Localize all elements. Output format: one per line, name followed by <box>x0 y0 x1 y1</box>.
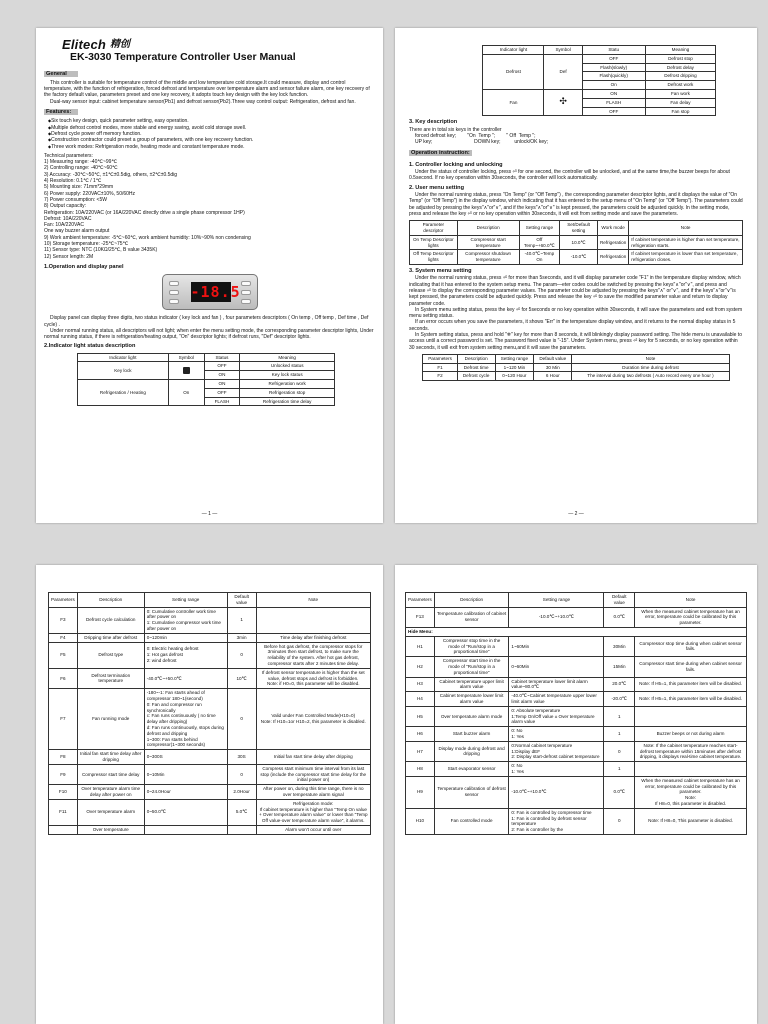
table-header: Description <box>457 221 519 236</box>
table-header: Setting range <box>519 221 560 236</box>
table-cell: 0~120min <box>144 633 227 642</box>
table-row <box>406 636 747 656</box>
table-cell: 20.0℃ <box>604 677 635 692</box>
table-cell: 0~120 Hour <box>495 372 534 381</box>
table-header: Note <box>629 221 743 236</box>
table-cell: ON <box>204 371 239 380</box>
general-heading: General <box>44 71 78 77</box>
table-cell: Initial fan start time delay after dripping <box>77 750 144 765</box>
table-cell: F3 <box>49 607 78 633</box>
table-cell: F5 <box>49 642 78 668</box>
tech-item: Defrost: 10A/220VAC <box>44 215 92 222</box>
table-cell: F11 <box>49 799 78 825</box>
table-cell: Defrost work <box>645 81 716 90</box>
table-header: Symbol <box>168 353 204 362</box>
table-cell: Note: If H5=1, this parameter item will be disabled. <box>635 692 747 707</box>
tech-item: 9) Work ambient temperature: -5℃~60℃, work ambient humidity: 10%~90% non condensing <box>44 234 251 241</box>
table-header: Parameters <box>423 354 457 363</box>
table-cell: 15Min <box>604 657 635 677</box>
table-cell: 30Min <box>604 636 635 656</box>
table-cell: Defrost termination temperature <box>77 668 144 688</box>
table-cell: Refrigeration stop <box>240 388 335 397</box>
table-cell: 1~120 Min <box>495 363 534 372</box>
table-row <box>406 607 747 627</box>
system-menu-text: Under the normal running status, press ⏎ for more than 5seconds, and it will display parameter code "F1" in the temperature display window, which indicating that it has entered to the system setup menu. The param—eter codes could be switched by pressing the keys"∧"or"∨", and press and release ⏎ to display the corresponding parameter values. The parameter could be adjusted by pressing the keys"∧" or"∨", and if the keys"∧"or"∨"is kept pressed, the parameters could be adjusted quickly. Press and release the key ⏎ to save the modified parameter value and return to display parameter code. <box>409 275 741 307</box>
table-header: Parameter descriptor <box>410 221 458 236</box>
table-header: Default value <box>227 593 256 608</box>
table-header: Note <box>256 593 370 608</box>
fan-icon: ✣ <box>544 89 582 115</box>
panel-button <box>169 299 179 304</box>
table-cell: 0~24.0Hour <box>144 785 227 800</box>
table-cell: H4 <box>406 692 435 707</box>
table-cell: F2 <box>423 372 457 381</box>
table-cell <box>256 607 370 633</box>
key-list-line-1: forced defrost key; "On Temp "; " Off Temp "; <box>415 132 536 139</box>
led-display: -18.5 <box>190 283 241 302</box>
key-list-line-2: UP key; DOWN key; unlock/OK key; <box>415 139 548 146</box>
key-description-text: There are in total six keys in the controller <box>409 126 502 133</box>
table-row <box>406 677 747 692</box>
table-cell: Valid under Fan Controlled Mode(H10=0) Note: If H10=1or H10=2, this parameter is disabled. <box>256 689 370 750</box>
table-cell: Over temperature alarm time delay after power on <box>77 785 144 800</box>
table-cell: OFF <box>204 362 239 371</box>
table-cell: Dripping time after defrost <box>77 633 144 642</box>
table-cell: Over temperature alarm mode <box>434 706 509 726</box>
table-cell: If defrost sensor temperature is higher than the set value, defrost stops and defrost is forbidden. Note: if H0=0, this parameter will be disabled. <box>256 668 370 688</box>
table-cell: Temperature calibration of defrost sensor <box>434 776 509 808</box>
table-cell: 1 <box>604 762 635 777</box>
table-cell: Note: If the cabinet temperature reaches start-defrost temperature within 15minutes after defrost dripping, it displays real-time cabinet temperature. <box>635 741 747 761</box>
table-cell: 5.0℃ <box>227 799 256 825</box>
table-header: Symbol <box>544 46 582 55</box>
table-header: Indicator light <box>483 46 544 55</box>
table-cell: Fan <box>483 89 544 115</box>
table-cell: Fan work <box>645 89 716 98</box>
table-row <box>49 750 371 765</box>
brand-chinese-name: 精创 <box>110 39 131 50</box>
defrost-fan-indicator-table <box>482 45 716 116</box>
table-cell: Compressor start temperature <box>457 235 519 250</box>
feature-item: ◆ Construction contractor could preset a group of parameters, with one key recovery function. <box>48 137 375 143</box>
table-cell: Over temperature alarm <box>77 799 144 825</box>
table-cell: 1 <box>227 607 256 633</box>
table-cell: -180~-1: Fan starts ahead of compressor 180~1(second) 0: Fan and compressor run synchronically c: Fan runs continuously ( no time delay after dripping) d: Fan runs continuously, stops during defrost and dripping 1~300: Fan starts behind compressor(1~300 seconds) <box>144 689 227 750</box>
table-cell: 0: Fan is controlled by compressor time 1: Fan is controlled by defrost sensor temperature 2: Fan is controller by the <box>509 808 604 834</box>
table-cell: Off Temp Descriptor lights <box>410 250 458 265</box>
table-cell: H7 <box>406 741 435 761</box>
table-cell: Initial fan start time delay after dripping <box>256 750 370 765</box>
table-cell: Before hot gas defrost, the compressor stops for 3minutes then start defrost, to make sure the reliability of the system. After hot gas defrost, compressor starts after 2 minutes time delay. <box>256 642 370 668</box>
tech-item: 4) Resolution: 0.1℃ / 1℃ <box>44 178 102 185</box>
table-cell: Duration time during defrost <box>572 363 729 372</box>
table-cell: F7 <box>49 689 78 750</box>
tech-item: 3) Accuracy: -30℃~50℃, ±1℃±0.5dig, others, ±2℃±0.5dig <box>44 171 178 178</box>
table-cell: Defrost cycle <box>457 372 495 381</box>
table-cell: 0 <box>604 741 635 761</box>
table-cell: ON <box>204 380 239 389</box>
table-cell: 0: Absolute temperature 1:Temp On/Off value ± Over temperature alarm value <box>509 706 604 726</box>
table-cell: Compressor stop time during when cabinet sensor fails. <box>635 636 747 656</box>
page-number: — 1 — <box>201 510 218 517</box>
table-header: Meaning <box>645 46 716 55</box>
table-row <box>406 692 747 707</box>
table-cell: 0 <box>604 808 635 834</box>
table-cell: When the measured cabinet temperature has an error, temperature could be calibrated by this parameter. <box>635 607 747 627</box>
system-menu-table <box>422 354 729 381</box>
table-row <box>49 785 371 800</box>
tech-item: 7) Power consumption: <5W <box>44 196 107 203</box>
table-cell: F10 <box>49 785 78 800</box>
table-cell: Refrigeration work <box>240 380 335 389</box>
table-row <box>406 706 747 726</box>
table-cell: Fan running mode <box>77 689 144 750</box>
general-text-2: Dual-way sensor input: cabinet temperature sensor(Pb1) and defrost sensor(Pb2).Three way control output: Refrigeration, defrost and fan. <box>50 98 356 105</box>
table-row <box>406 762 747 777</box>
table-cell: Compressor shutdown temperature <box>457 250 519 265</box>
table-cell: Refrigeration <box>597 250 628 265</box>
table-header: Parameters <box>49 593 78 608</box>
table-cell: OFF <box>582 54 645 63</box>
table-cell: Alarm won't occur until over <box>256 825 370 834</box>
manual-page-2 <box>395 28 757 523</box>
manual-page-1 <box>36 28 383 523</box>
table-cell: Compressor stop time in the mode of "Run/stop in a proportional time" <box>434 636 509 656</box>
table-cell: F13 <box>406 607 435 627</box>
table-cell: 10.0℃ <box>560 235 598 250</box>
table-cell: FLASH <box>582 98 645 107</box>
table-cell: -40.0℃~Temp On <box>519 250 560 265</box>
table-row <box>406 808 747 834</box>
table-row <box>410 235 743 250</box>
table-header: Default value <box>534 354 572 363</box>
table-cell: Off Temp~+60.0℃ <box>519 235 560 250</box>
table-cell: 0: No 1: Yes <box>509 762 604 777</box>
tech-item: Refrigeration: 10A/220VAC (or 16A/220VAC directly drive a single phase compressor 1HP) <box>44 209 245 216</box>
system-menu-heading: 3. System menu setting <box>409 268 472 275</box>
tech-item: 6) Power supply: 220VAC±10%, 50/60Hz <box>44 190 136 197</box>
table-cell: -40.0℃~Cabinet temperature upper lower limit alarm value <box>509 692 604 707</box>
table-cell: Compressor start time in the mode of "Run/stop in a proportional time" <box>434 657 509 677</box>
user-menu-table <box>409 220 743 265</box>
table-header: Work mode <box>597 221 628 236</box>
brand-header <box>62 37 375 52</box>
table-header: Default value <box>604 593 635 608</box>
table-cell: 1~60Min <box>509 636 604 656</box>
table-header: Description <box>457 354 495 363</box>
table-row <box>406 741 747 761</box>
table-cell: H6 <box>406 727 435 742</box>
table-cell: H2 <box>406 657 435 677</box>
table-cell: 0.0℃ <box>604 776 635 808</box>
panel-button <box>169 281 179 286</box>
table-header: Set/Default setting <box>560 221 598 236</box>
table-cell: Fan stop <box>645 107 716 116</box>
table-cell: F8 <box>49 750 78 765</box>
locking-heading: 1. Controller locking and unlocking <box>409 161 503 168</box>
table-row <box>49 825 371 834</box>
table-cell: H3 <box>406 677 435 692</box>
indicator-table <box>77 353 335 407</box>
feature-item: ◆ Defrost cycle power off memory function. <box>48 131 375 137</box>
indicator-heading: 2.Indicator light status description <box>44 343 136 350</box>
table-cell: FLASH <box>204 397 239 406</box>
table-cell: H10 <box>406 808 435 834</box>
table-row <box>423 363 729 372</box>
table-cell: 0~60Min <box>509 657 604 677</box>
tech-item: 1) Measuring range: -40℃~99℃ <box>44 159 118 166</box>
table-cell: OFF <box>204 388 239 397</box>
table-cell: On <box>168 380 204 406</box>
system-menu-text-2: In System menu setting status, press the key ⏎ for 5seconds or no key operation within 30seconds, it will save the parameters and exit from system menu setting status. <box>409 306 743 320</box>
table-cell: 0.0℃ <box>604 607 635 627</box>
table-header: Meaning <box>240 353 335 362</box>
table-cell: Temperature calibration of cabinet sensor <box>434 607 509 627</box>
table-cell: F1 <box>423 363 457 372</box>
table-cell: If cabinet temperature is lower than set temperature, refrigeration closes. <box>629 250 743 265</box>
table-cell: 30 Min <box>534 363 572 372</box>
operation-panel-heading: 1.Operation and display panel <box>44 263 124 270</box>
table-cell: On Temp Descriptor lights <box>410 235 458 250</box>
table-cell: -10.0℃~+10.0℃ <box>509 607 604 627</box>
table-cell: Key lock status <box>240 371 335 380</box>
lock-icon <box>168 362 204 380</box>
table-cell: Fan delay <box>645 98 716 107</box>
system-menu-text-3: If an error occurs when you save the parameters, it shows "Err" in the temperature display window, and it returns to the normal display status in 5 seconds. <box>409 319 736 332</box>
panel-button <box>241 281 251 286</box>
table-cell: Key lock <box>78 362 169 380</box>
table-cell: F4 <box>49 633 78 642</box>
operation-heading: Operation instruction: <box>411 149 470 156</box>
table-cell: 0~10Min <box>144 764 227 784</box>
table-cell <box>635 762 747 777</box>
table-cell: Defrost delay <box>645 63 716 72</box>
table-cell: F9 <box>49 764 78 784</box>
table-row <box>49 607 371 633</box>
table-cell: -10.0℃~+10.0℃ <box>509 776 604 808</box>
table-cell: Compressor start time during when cabinet sensor fails. <box>635 657 747 677</box>
table-cell: After power on, during this time range, there is no over temperature alarm signal <box>256 785 370 800</box>
table-header: Description <box>434 593 509 608</box>
table-cell: Note: If H8=0, This parameter is disabled. <box>635 808 747 834</box>
table-header: Status <box>204 353 239 362</box>
table-cell: -40.0℃~+50.0℃ <box>144 668 227 688</box>
table-row <box>49 689 371 750</box>
table-row <box>406 776 747 808</box>
table-cell: Fan controlled mode <box>434 808 509 834</box>
table-cell <box>144 825 227 834</box>
table-cell: -10.0℃ <box>560 250 598 265</box>
table-cell: If cabinet temperature is higher than set temperature, refrigeration starts. <box>629 235 743 250</box>
table-row <box>49 799 371 825</box>
table-cell: -20.0℃ <box>604 692 635 707</box>
table-cell: 2.0Hour <box>227 785 256 800</box>
table-row <box>406 657 747 677</box>
manual-page-4 <box>395 565 757 1024</box>
tech-item: One way buzzer alarm output <box>44 228 110 235</box>
table-row <box>49 633 371 642</box>
table-cell: Defrost cycle calculation <box>77 607 144 633</box>
table-cell: Start buzzer alarm <box>434 727 509 742</box>
table-cell: 0~50.0℃ <box>144 799 227 825</box>
table-cell: 0:Normal cabinet temperature 1:Display dEF 2: Display start-defrost cabinet temperature <box>509 741 604 761</box>
locking-text: Under the status of controller locking, press ⏎ for one second, the controller will be unlocked, and at the same time,the buzzer beeps for about 0.5second. If no key operation within 30seconds, the controller will lock automatically. <box>409 169 730 182</box>
general-text: This controller is suitable for temperature control of the middle and low temperature cold storage.It could measure, display and control temperature, with the function of refrigeration, forced defrost and temperature over temperature alarm and sensor failure alarm, one key recovery of the factory default value, parameters preset and one key recovery, it adopts touch key design with the key lock function. <box>44 79 370 99</box>
table-cell: 6 Hour <box>534 372 572 381</box>
table-cell: 0: Cumulative controller work time after power on 1: Cumulative compressor work time after power on <box>144 607 227 633</box>
table-row <box>49 642 371 668</box>
feature-item: ◆ Six touch key design, quick parameter setting, easy operation. <box>48 118 375 124</box>
table-header: Description <box>77 593 144 608</box>
tech-item: 5) Mounting size: 71mm*29mm <box>44 184 114 191</box>
table-cell: 1 <box>604 706 635 726</box>
table-cell: 0 <box>227 764 256 784</box>
table-cell: Flash(slowly) <box>582 63 645 72</box>
parameter-table-f13-h10 <box>405 592 747 835</box>
table-cell: Display mode during defrost and dripping <box>434 741 509 761</box>
table-cell: Flash(quickly) <box>582 72 645 81</box>
table-cell: Compress start minimum time interval from its last stop (include the compressor start time delay for the initial power on) <box>256 764 370 784</box>
tech-item: Fan: 10A/220VAC <box>44 222 84 229</box>
feature-item: ◆ Multiple defrost control modes, more stable and energy saving, avoid cold storage swell. <box>48 125 375 131</box>
table-cell: Cabinet temperature lower limit alarm value <box>434 692 509 707</box>
table-cell <box>635 706 747 726</box>
panel-button <box>169 290 179 295</box>
table-cell: Refrigeration <box>597 235 628 250</box>
table-cell: Unlocked status <box>240 362 335 371</box>
user-menu-heading: 2. User menu setting <box>409 184 465 191</box>
table-cell: 0: No 1: Yes <box>509 727 604 742</box>
tech-list <box>44 159 375 260</box>
table-cell: 1 <box>604 727 635 742</box>
tech-item: 2) Controlling range: -40℃~60℃ <box>44 165 118 172</box>
table-row <box>49 668 371 688</box>
table-cell: H1 <box>406 636 435 656</box>
table-cell: Defrost dripping <box>645 72 716 81</box>
features-heading: Features: <box>44 109 78 115</box>
table-cell: Defrost time <box>457 363 495 372</box>
table-cell: 30S <box>227 750 256 765</box>
user-menu-text: Under the normal running status, press "On Temp" (or "Off Temp") , the corresponding parameter descriptor lights, and it displays the value of "On Temp" (or "Off Temp") in the display window, which indicating that it has entered to the setup menu of "On Temp" (or "Off Temp"). The parameters could be adjusted by pressing the keys"∧"or"∨", and if the keys"∧"or"∨" is kept pressed, the parameters could be adjusted quickly. In the setting mode, press and release the key ⏎ or no key operation within 30seconds, it will exit from setting mode and save the parameters. <box>409 192 743 217</box>
table-cell: H9 <box>406 776 435 808</box>
table-cell <box>227 825 256 834</box>
table-cell: Start evaporator sensor <box>434 762 509 777</box>
table-header: Note <box>635 593 747 608</box>
table-cell: 3min <box>227 633 256 642</box>
table-cell: 0: Electric heating defrost 1: Hot gas defrost 2: wind defrost <box>144 642 227 668</box>
feature-item: ◆ Three work modes: Refrigeration mode, heating mode and constant temperature mode. <box>48 144 375 150</box>
table-row <box>406 727 747 742</box>
table-cell: When the measured cabinet temperature has an error, temperature could be calibrated by this parameter. Note: If H8=0, this parameter is disabled. <box>635 776 747 808</box>
table-cell: Cabinet temperature upper limit alarm value <box>434 677 509 692</box>
table-cell: Refrigeration time delay <box>240 397 335 406</box>
table-cell: Defrost stop <box>645 54 716 63</box>
table-row <box>49 764 371 784</box>
table-header: Note <box>572 354 729 363</box>
panel-button <box>241 299 251 304</box>
table-cell: Over temperature <box>77 825 144 834</box>
table-row <box>406 627 747 636</box>
manual-page-3 <box>36 565 383 1024</box>
table-cell: The interval during two defrosts ( Auto record every one hour ) <box>572 372 729 381</box>
table-cell: Buzzer beeps or not during alarm <box>635 727 747 742</box>
table-cell: F6 <box>49 668 78 688</box>
panel-text-2: Under normal running status, all descriptors will not light; when enter the menu setting mode, the corresponding parameter descriptor lights, Under normal running status, if there is refrigeration/heating output, "On" descriptor lights; if defrost runs, "Def" descriptor lights. <box>44 327 374 341</box>
table-row <box>423 372 729 381</box>
tech-heading: Technical parameters: <box>44 152 93 159</box>
table-cell: Defrost type <box>77 642 144 668</box>
table-cell: Refrigeration / Heating <box>78 380 169 406</box>
table-row <box>410 250 743 265</box>
table-cell: 0 <box>227 689 256 750</box>
table-cell: On <box>582 81 645 90</box>
table-cell: 0~300S <box>144 750 227 765</box>
table-cell: Refrigeration mode: If cabinet temperature is higher than "Temp On value + Over temperature alarm value" or lower than "Temp Off value-over temperature alarm value", it alarms. <box>256 799 370 825</box>
key-description-heading: 3. Key description <box>409 119 458 126</box>
table-cell: Time delay after finishing defrost <box>256 633 370 642</box>
tech-item: 11) Sensor type: NTC (10KΩ/25℃, B value 3435K) <box>44 247 158 254</box>
tech-item: 12) Sensor length: 2M <box>44 253 94 260</box>
table-cell: ON <box>582 89 645 98</box>
table-header: Indicator light <box>78 353 169 362</box>
system-menu-text-4: In System setting status, press and hold "❄" key for more than 8 seconds, it will blinkingly display password setting. The hide menu is unavailable to access until a correct password is set. The password fixed value is "-15". Under System menu, press ⏎ key for 5 seconds, or no key operation within 30 seconds, it will exit from system setting menu,and it will save the parameters. <box>409 331 742 351</box>
tech-item: 10) Storage temperature: -25℃~75℃ <box>44 241 129 248</box>
table-cell: OFF <box>582 107 645 116</box>
table-header: Setting range <box>495 354 534 363</box>
table-header: Statu <box>582 46 645 55</box>
table-cell: Note: If H5=1, this parameter item will be disabled. <box>635 677 747 692</box>
table-cell: H8 <box>406 762 435 777</box>
table-cell: Cabinet temperature lower limit alarm value~80.0℃ <box>509 677 604 692</box>
table-cell: 10℃ <box>227 668 256 688</box>
table-cell <box>49 825 78 834</box>
table-cell: Compressor start time delay <box>77 764 144 784</box>
page-number: — 2 — <box>568 510 584 517</box>
table-header: Parameters <box>406 593 435 608</box>
manual-title: EK-3030 Temperature Controller User Manual <box>70 51 296 64</box>
table-header: Setting range <box>509 593 604 608</box>
table-cell: Def <box>544 54 582 89</box>
table-cell: H5 <box>406 706 435 726</box>
table-cell: Defrost <box>483 54 544 89</box>
parameter-table-f3-f11 <box>48 592 371 835</box>
panel-button <box>241 290 251 295</box>
table-header: Setting range <box>144 593 227 608</box>
features-list <box>44 118 375 149</box>
table-cell: 0 <box>227 642 256 668</box>
panel-text: Display panel can display three digits, two status indicator ( key lock and fan ) , four parameters descriptors ( On temp , Off temp , Def time , Def cycle) . <box>44 315 369 328</box>
hide-menu-label: Hide Menu: <box>406 627 747 636</box>
tech-item: 8) Output capacity: <box>44 203 86 210</box>
brand-logo: Elitech <box>62 37 107 52</box>
controller-panel-image <box>162 274 258 310</box>
